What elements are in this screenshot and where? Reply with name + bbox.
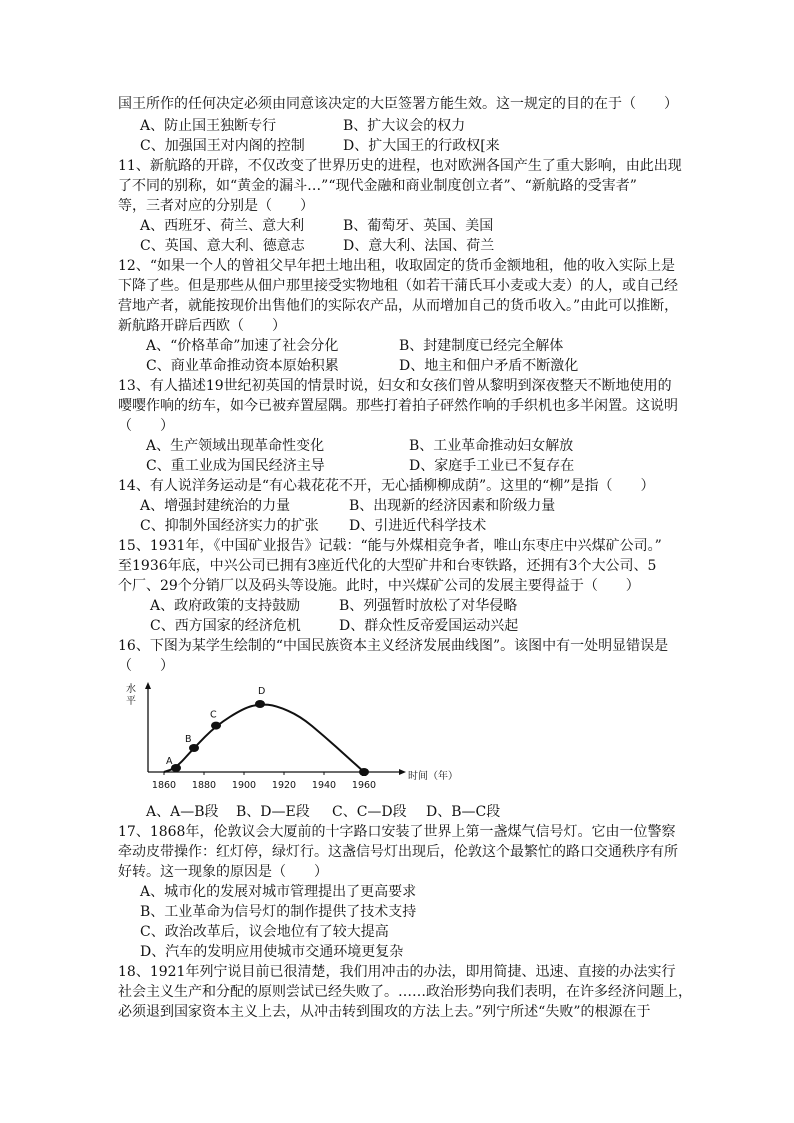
- point-label-e: E: [361, 768, 368, 779]
- x-axis-arrow: [399, 769, 406, 775]
- q18-stem-3: 必须退到国家资本主义上去，从冲击转到围攻的方法上去。”列宁所述“失败”的根源在于: [118, 1004, 651, 1020]
- q16-option-a: A、A—B段: [146, 804, 219, 820]
- q11-option-b: B、葡萄牙、英国、美国: [343, 218, 494, 234]
- q12-option-c: C、商业革命推动资本原始积累: [146, 358, 339, 374]
- q17-stem-1: 17、1868年，伦敦议会大厦前的十字路口安装了世界上第一盏煤气信号灯。它由一位警察: [118, 824, 676, 840]
- q11-option-d: D、意大利、法国、荷兰: [343, 238, 495, 254]
- q17-stem-3: 好转。这一现象的原因是（ ）: [118, 864, 328, 880]
- development-curve: [164, 705, 364, 772]
- q15-option-d: D、群众性反帝爱国运动兴起: [339, 618, 519, 634]
- q11-option-a: A、西班牙、荷兰、意大利: [140, 218, 305, 234]
- point-label-c: C: [210, 709, 217, 721]
- x-tick-label: 1900: [231, 780, 257, 791]
- x-tick-label: 1920: [271, 780, 297, 791]
- x-axis-label: 时间（年）: [408, 771, 458, 782]
- q14-stem: 14、有人说洋务运动是“有心栽花花不开，无心插柳柳成荫”。这里的“柳”是指（ ）: [118, 478, 655, 494]
- q12-option-d: D、地主和佃户矛盾不断激化: [399, 358, 579, 374]
- q18-stem-1: 18、1921年列宁说目前已很清楚，我们用冲击的办法，即用简捷、迅速、直接的办法实行: [118, 964, 676, 980]
- q10-stem: 国王所作的任何决定必须由同意该决定的大臣签署方能生效。这一规定的目的在于（ ）: [118, 96, 678, 112]
- q10-option-c: C、加强国王对内阁的控制: [140, 138, 305, 154]
- x-tick-label: 1940: [311, 780, 337, 791]
- q12-option-b: B、封建制度已经完全解体: [399, 338, 564, 354]
- q15-stem-3: 个厂、29个分销厂以及码头等设施。此时，中兴煤矿公司的发展主要得益于（ ）: [118, 578, 640, 594]
- q11-stem-3: 等，三者对应的分别是（ ）: [118, 198, 314, 214]
- q13-option-d: D、家庭手工业已不复存在: [409, 458, 575, 474]
- q17-option-c: C、政治改革后，议会地位有了较大提高: [140, 924, 389, 940]
- point-d: [255, 700, 265, 708]
- q11-option-c: C、英国、意大利、德意志: [140, 238, 305, 254]
- q13-option-a: A、生产领域出现革命性变化: [146, 438, 325, 454]
- q16-option-b: B、D—E段: [236, 804, 310, 820]
- q15-option-a: A、政府政策的支持鼓励: [150, 598, 301, 614]
- y-axis-label: 水平: [126, 684, 136, 707]
- q12-option-a: A、“价格革命”加速了社会分化: [146, 338, 339, 354]
- q13-stem-1: 13、有人描述19世纪初英国的情景时说，妇女和女孩们曾从黎明到深夜整天不断地使用的: [118, 378, 672, 394]
- q12-stem-2: 下降了些。但是那些从佃户那里接受实物地租（如若干蒲氏耳小麦或大麦）的人，或自己经: [118, 278, 678, 294]
- q17-option-a: A、城市化的发展对城市管理提出了更高要求: [140, 884, 417, 900]
- point-c: [211, 722, 221, 730]
- q13-option-c: C、重工业成为国民经济主导: [146, 458, 325, 474]
- q18-stem-2: 社会主义生产和分配的原则尝试已经失败了。……政治形势向我们表明，在许多经济问题上，: [118, 984, 692, 1000]
- q16-stem-2: （ ）: [118, 658, 174, 674]
- x-tick-label: 1860: [151, 780, 177, 791]
- point-label-d: D: [258, 686, 266, 697]
- q10-option-d: D、扩大国王的行政权[来: [343, 138, 500, 154]
- q12-stem-4: 新航路开辟后西欧（ ）: [118, 318, 286, 334]
- q13-stem-3: （ ）: [118, 418, 174, 434]
- q17-option-d: D、汽车的发明应用使城市交通环境更复杂: [140, 944, 404, 960]
- q16-stem-1: 16、下图为某学生绘制的“中国民族资本主义经济发展曲线图”。该图中有一处明显错误是: [118, 638, 669, 654]
- q14-option-c: C、抑制外国经济实力的扩张: [140, 518, 319, 534]
- q13-stem-2: 嘤嘤作响的纺车，如今已被弃置屋隅。那些打着拍子砰然作响的手织机也多半闲置。这说明: [118, 398, 678, 414]
- q14-option-d: D、引进近代科学技术: [349, 518, 487, 534]
- point-label-b: B: [185, 734, 192, 745]
- point-a: [171, 764, 181, 772]
- q15-stem-2: 至1936年底，中兴公司已拥有3座近代化的大型矿井和台枣铁路，还拥有3个大公司、5: [118, 558, 657, 574]
- q14-option-b: B、出现新的经济因素和阶级力量: [349, 498, 556, 514]
- q16-option-c: C、C—D段: [332, 804, 407, 820]
- q11-stem-2: 了不同的别称，如“黄金的漏斗…”“现代金融和商业制度创立者”、“新航路的受害者”: [118, 178, 637, 194]
- q12-stem-1: 12、“如果一个人的曾祖父早年把土地出租，收取固定的货币金额地租，他的收入实际上是: [118, 258, 675, 274]
- point-label-a: A: [166, 756, 173, 767]
- y-axis-arrow: [145, 682, 151, 689]
- q13-option-b: B、工业革命推动妇女解放: [409, 438, 574, 454]
- q17-option-b: B、工业革命为信号灯的制作提供了技术支持: [140, 904, 417, 920]
- capitalism-development-chart: [118, 680, 458, 800]
- point-b: [189, 744, 199, 752]
- q12-stem-3: 营地产者，就能按现价出售他们的实际农产品，从而增加自己的货币收入。”由此可以推断，: [118, 298, 679, 314]
- q17-stem-2: 牵动皮带操作：红灯停，绿灯行。这盏信号灯出现后，伦敦这个最繁忙的路口交通秩序有所: [118, 844, 678, 860]
- q10-option-a: A、防止国王独断专行: [140, 118, 277, 134]
- q16-option-d: D、B—C段: [426, 804, 501, 820]
- q10-option-b: B、扩大议会的权力: [343, 118, 466, 134]
- q15-stem-1: 15、1931年，《中国矿业报告》记载：“能与外煤相竞争者，唯山东枣庄中兴煤矿公司。”: [118, 538, 662, 554]
- x-tick-label: 1880: [191, 780, 217, 791]
- q14-option-a: A、增强封建统治的力量: [140, 498, 291, 514]
- q11-stem-1: 11、新航路的开辟，不仅改变了世界历史的进程，也对欧洲各国产生了重大影响，由此出现: [118, 158, 682, 174]
- q15-option-c: C、西方国家的经济危机: [150, 618, 301, 634]
- x-tick-label: 1960: [351, 780, 377, 791]
- q15-option-b: B、列强暂时放松了对华侵略: [339, 598, 518, 614]
